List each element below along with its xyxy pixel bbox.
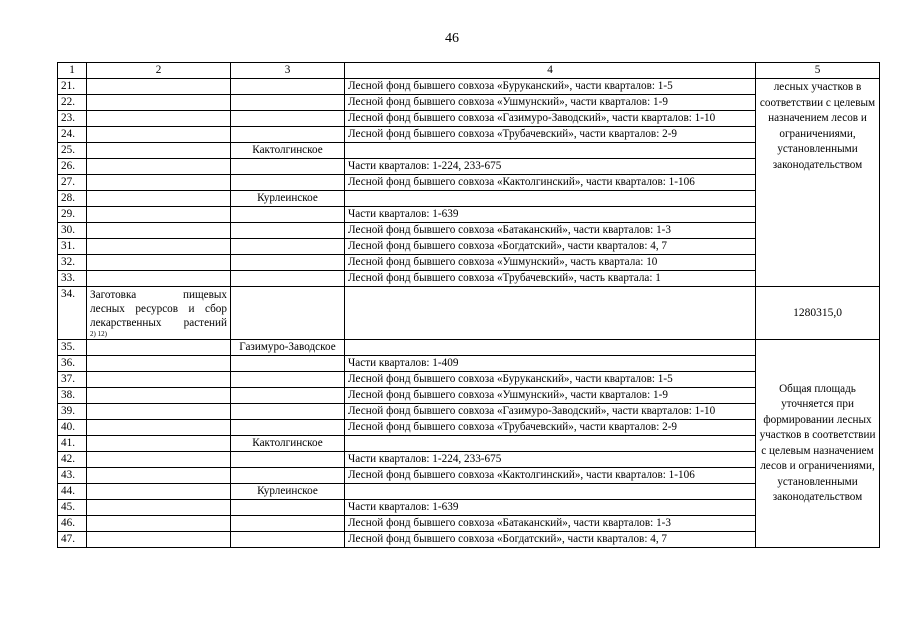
row-number: 45. (58, 500, 87, 516)
activity-cell (87, 255, 231, 271)
column-number-5: 5 (756, 63, 880, 79)
forest-area-description: Лесной фонд бывшего совхоза «Трубачевский», части кварталов: 2-9 (345, 127, 756, 143)
forestry-name (231, 175, 345, 191)
activity-cell (87, 127, 231, 143)
row-number: 42. (58, 452, 87, 468)
area-note: лесных участков в соответствии с целевым назначением лесов и ограничениями, установленными законодательством (756, 79, 880, 287)
row-number: 25. (58, 143, 87, 159)
forest-area-description: Части кварталов: 1-639 (345, 500, 756, 516)
forestry-name (231, 356, 345, 372)
forestry-name (231, 468, 345, 484)
row-number: 47. (58, 532, 87, 548)
forestry-name (231, 223, 345, 239)
forestry-name: Курлеинское (231, 191, 345, 207)
activity-cell (87, 95, 231, 111)
activity-cell (87, 207, 231, 223)
forestry-name (231, 111, 345, 127)
activity-name-line: лесных ресурсов и сбор (90, 303, 227, 315)
forest-use-table (57, 62, 880, 548)
activity-cell (87, 516, 231, 532)
activity-cell (87, 143, 231, 159)
activity-cell (87, 500, 231, 516)
forestry-name: Курлеинское (231, 484, 345, 500)
forest-area-description: Лесной фонд бывшего совхоза «Трубачевский», части кварталов: 2-9 (345, 420, 756, 436)
forest-area-description: Лесной фонд бывшего совхоза «Газимуро-Заводский», части кварталов: 1-10 (345, 111, 756, 127)
activity-name-line: лекарственных растений (90, 317, 227, 329)
row-number: 39. (58, 404, 87, 420)
row-number: 35. (58, 340, 87, 356)
row-number: 27. (58, 175, 87, 191)
activity-cell (87, 159, 231, 175)
activity-cell (87, 175, 231, 191)
row-number: 26. (58, 159, 87, 175)
column-number-4: 4 (345, 63, 756, 79)
forest-area-description: Лесной фонд бывшего совхоза «Трубачевский», часть квартала: 1 (345, 271, 756, 287)
page-number: 46 (445, 31, 459, 46)
column-number-2: 2 (87, 63, 231, 79)
forest-area-description: Лесной фонд бывшего совхоза «Газимуро-Заводский», части кварталов: 1-10 (345, 404, 756, 420)
forestry-name (231, 532, 345, 548)
forestry-name: Кактолгинское (231, 143, 345, 159)
row-number: 44. (58, 484, 87, 500)
column-number-1: 1 (58, 63, 87, 79)
row-number: 43. (58, 468, 87, 484)
row-number: 29. (58, 207, 87, 223)
area-value: 1280315,0 (756, 287, 880, 340)
forest-area-description: Части кварталов: 1-224, 233-675 (345, 159, 756, 175)
activity-cell (87, 271, 231, 287)
activity-cell (87, 239, 231, 255)
table-row (58, 340, 880, 356)
row-number: 24. (58, 127, 87, 143)
forestry-name: Газимуро-Заводское (231, 340, 345, 356)
forest-area-description: Части кварталов: 1-409 (345, 356, 756, 372)
table-row (58, 79, 880, 95)
forestry-name (231, 420, 345, 436)
activity-cell (87, 532, 231, 548)
activity-cell (87, 420, 231, 436)
activity-cell (87, 484, 231, 500)
row-number: 37. (58, 372, 87, 388)
row-number: 23. (58, 111, 87, 127)
activity-name (87, 287, 231, 340)
forestry-name: Кактолгинское (231, 436, 345, 452)
area-note: Общая площадь уточняется при формировании лесных участков в соответствии с целевым назначением лесов и ограничениями, установленными законодательством (756, 340, 880, 548)
forestry-name (231, 404, 345, 420)
row-number: 28. (58, 191, 87, 207)
forestry-name (231, 372, 345, 388)
activity-cell (87, 356, 231, 372)
forestry-name (231, 452, 345, 468)
forestry-name (231, 255, 345, 271)
activity-cell (87, 372, 231, 388)
forest-area-description: Лесной фонд бывшего совхоза «Богдатский», части кварталов: 4, 7 (345, 239, 756, 255)
forestry-name (231, 79, 345, 95)
row-number: 40. (58, 420, 87, 436)
forestry-name (231, 95, 345, 111)
activity-cell (87, 468, 231, 484)
row-number: 31. (58, 239, 87, 255)
row-number: 46. (58, 516, 87, 532)
forest-area-description: Лесной фонд бывшего совхоза «Кактолгинский», части кварталов: 1-106 (345, 175, 756, 191)
row-number: 33. (58, 271, 87, 287)
activity-cell (87, 404, 231, 420)
forestry-name (231, 127, 345, 143)
activity-cell (87, 111, 231, 127)
activity-cell (87, 340, 231, 356)
activity-cell (87, 191, 231, 207)
row-number: 32. (58, 255, 87, 271)
column-number-3: 3 (231, 63, 345, 79)
forest-area-description: Лесной фонд бывшего совхоза «Богдатский», части кварталов: 4, 7 (345, 532, 756, 548)
row-number: 30. (58, 223, 87, 239)
activity-cell (87, 388, 231, 404)
forest-area-description: Части кварталов: 1-224, 233-675 (345, 452, 756, 468)
column-number-row (58, 63, 880, 79)
forest-area-description: Лесной фонд бывшего совхоза «Буруканский», части кварталов: 1-5 (345, 372, 756, 388)
table-row-activity (58, 287, 880, 340)
description-cell (345, 287, 756, 340)
forest-area-description: Лесной фонд бывшего совхоза «Кактолгинский», части кварталов: 1-106 (345, 468, 756, 484)
forest-area-description: Лесной фонд бывшего совхоза «Буруканский», части кварталов: 1-5 (345, 79, 756, 95)
forest-area-description (345, 191, 756, 207)
row-number: 21. (58, 79, 87, 95)
forestry-name (231, 207, 345, 223)
activity-name-line: Заготовка пищевых (90, 289, 227, 301)
forestry-name (231, 159, 345, 175)
forest-area-description (345, 484, 756, 500)
forest-area-description (345, 143, 756, 159)
forest-area-description (345, 436, 756, 452)
activity-cell (87, 223, 231, 239)
forestry-name (231, 271, 345, 287)
forest-area-description (345, 340, 756, 356)
row-number: 22. (58, 95, 87, 111)
activity-cell (87, 436, 231, 452)
activity-cell (87, 452, 231, 468)
forest-area-description: Лесной фонд бывшего совхоза «Ушмунский», часть квартала: 10 (345, 255, 756, 271)
forestry-name (231, 516, 345, 532)
forestry-name (231, 500, 345, 516)
forest-area-description: Лесной фонд бывшего совхоза «Батаканский», части кварталов: 1-3 (345, 223, 756, 239)
activity-cell (87, 79, 231, 95)
forest-area-description: Части кварталов: 1-639 (345, 207, 756, 223)
forestry-name (231, 388, 345, 404)
forestry-cell (231, 287, 345, 340)
forest-area-description: Лесной фонд бывшего совхоза «Батаканский», части кварталов: 1-3 (345, 516, 756, 532)
row-number: 41. (58, 436, 87, 452)
row-number: 34. (58, 287, 87, 340)
row-number: 38. (58, 388, 87, 404)
forest-area-description: Лесной фонд бывшего совхоза «Ушмунский», части кварталов: 1-9 (345, 388, 756, 404)
forestry-name (231, 239, 345, 255)
row-number: 36. (58, 356, 87, 372)
forest-area-description: Лесной фонд бывшего совхоза «Ушмунский», части кварталов: 1-9 (345, 95, 756, 111)
footnote-refs: 2) 12) (90, 330, 107, 338)
